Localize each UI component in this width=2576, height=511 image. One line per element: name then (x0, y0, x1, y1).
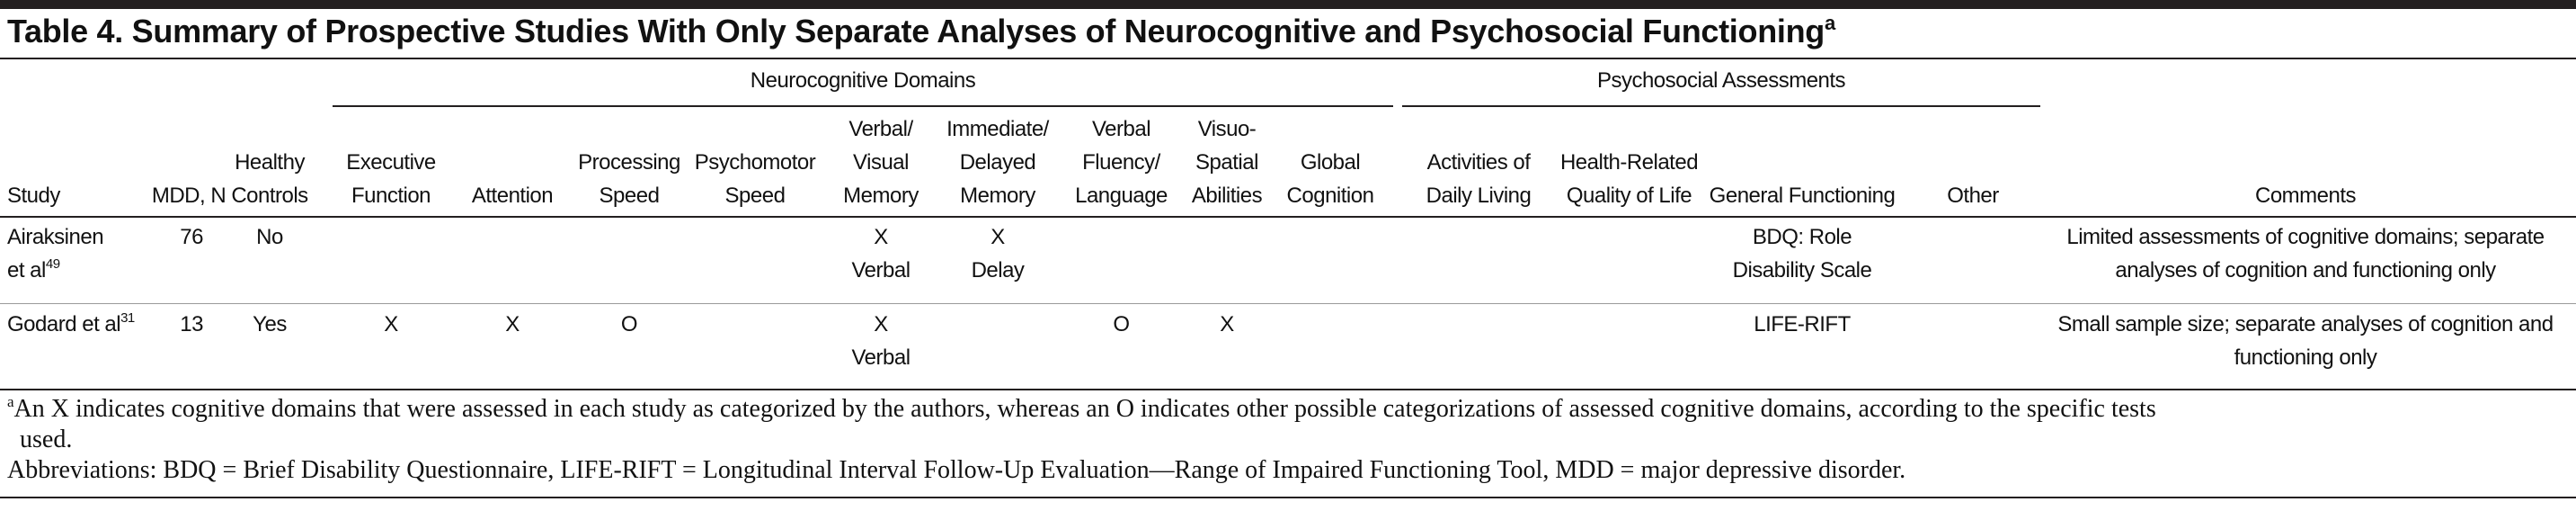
row-2-executive-function: X (384, 312, 398, 336)
col-header-verbal-fluency-language: Verbal Fluency/ Language (1075, 117, 1168, 208)
group-header-psychosocial: Psychosocial Assessments (1596, 68, 1846, 93)
row-1-healthy-controls: No (256, 225, 283, 249)
bottom-rule (0, 497, 2576, 498)
row-2-attention: X (505, 312, 520, 336)
col-header-global-cognition: Global Cognition (1286, 150, 1374, 208)
row-1-ref: 49 (45, 256, 60, 272)
row-2-mdd-n: 13 (180, 312, 203, 336)
col-header-mdd-n: MDD, N (151, 184, 227, 208)
group-header-neurocognitive: Neurocognitive Domains (750, 68, 976, 93)
table-title (7, 13, 1835, 50)
row-1-immediate-delayed-memory: X Delay (971, 225, 1025, 282)
row-1-mdd-n: 76 (180, 225, 203, 249)
col-header-processing-speed: Processing Speed (578, 150, 680, 208)
top-border (0, 0, 2576, 9)
row-2-processing-speed: O (620, 312, 638, 336)
col-header-general-functioning: General Functioning (1709, 184, 1896, 208)
col-header-psychomotor-speed: Psychomotor Speed (694, 150, 816, 208)
table-bottom-rule (0, 389, 2576, 390)
row-1-study (7, 220, 151, 290)
row-divider (0, 303, 2576, 304)
title-footnote-marker: a (1824, 12, 1835, 34)
row-2-comments: Small sample size; separate analyses of cognition and functioning only (2057, 312, 2554, 370)
col-header-immediate-delayed-memory: Immediate/ Delayed Memory (946, 117, 1049, 208)
col-header-executive-function: Executive Function (346, 150, 436, 208)
col-header-study: Study (7, 184, 60, 208)
row-1-verbal-visual-memory: X Verbal (851, 225, 910, 282)
row-2-visuospatial-abilities: X (1220, 312, 1234, 336)
col-header-visuospatial-abilities: Visuo- Spatial Abilities (1191, 117, 1263, 208)
group-rule-neurocognitive (333, 105, 1393, 107)
row-1-comments: Limited assessments of cognitive domains; separate analyses of cognition and functioning only (2066, 225, 2545, 282)
row-1-general-functioning: BDQ: Role Disability Scale (1732, 225, 1872, 282)
row-2-study-text: Godard et al (7, 312, 121, 336)
col-header-activities-daily-living: Activities of Daily Living (1426, 150, 1532, 208)
col-header-attention: Attention (471, 184, 554, 208)
col-header-verbal-visual-memory: Verbal/ Visual Memory (843, 117, 919, 208)
row-2-general-functioning: LIFE-RIFT (1754, 312, 1851, 336)
row-1-study-text: Airaksinen et al (7, 225, 104, 282)
table-title-text: Table 4. Summary of Prospective Studies With Only Separate Analyses of Neurocognitive and Psychosocial Functioning (7, 13, 1825, 49)
row-2-study (7, 308, 151, 344)
title-rule (0, 58, 2576, 59)
col-header-health-related-qol: Health-Related Quality of Life (1559, 150, 1699, 208)
row-2-verbal-visual-memory: X Verbal (851, 312, 910, 370)
header-rule (0, 216, 2576, 218)
footnote-a-line1: An X indicates cognitive domains that were assessed in each study as categorized by the authors, whereas an O indicates other possible categorizations of assessed cognitive domains, according to the specific tests (13, 395, 2156, 423)
row-2-ref: 31 (120, 310, 135, 326)
row-2-healthy-controls: Yes (253, 312, 287, 336)
footnote-abbreviations: Abbreviations: BDQ = Brief Disability Questionnaire, LIFE-RIFT = Longitudinal Interval Follow-Up Evaluation—Range of Impaired Functioning Tool, MDD = major depressive disorder. (7, 456, 1906, 484)
col-header-healthy-controls: Healthy Controls (231, 150, 308, 208)
footnote-a (7, 394, 2569, 427)
group-rule-psychosocial (1402, 105, 2040, 107)
col-header-other: Other (1947, 184, 1999, 208)
row-2-verbal-fluency-language: O (1113, 312, 1130, 336)
footnote-a-marker: a (7, 393, 14, 410)
col-header-comments: Comments (2254, 184, 2357, 208)
footnote-a-continued: used. (20, 426, 73, 453)
